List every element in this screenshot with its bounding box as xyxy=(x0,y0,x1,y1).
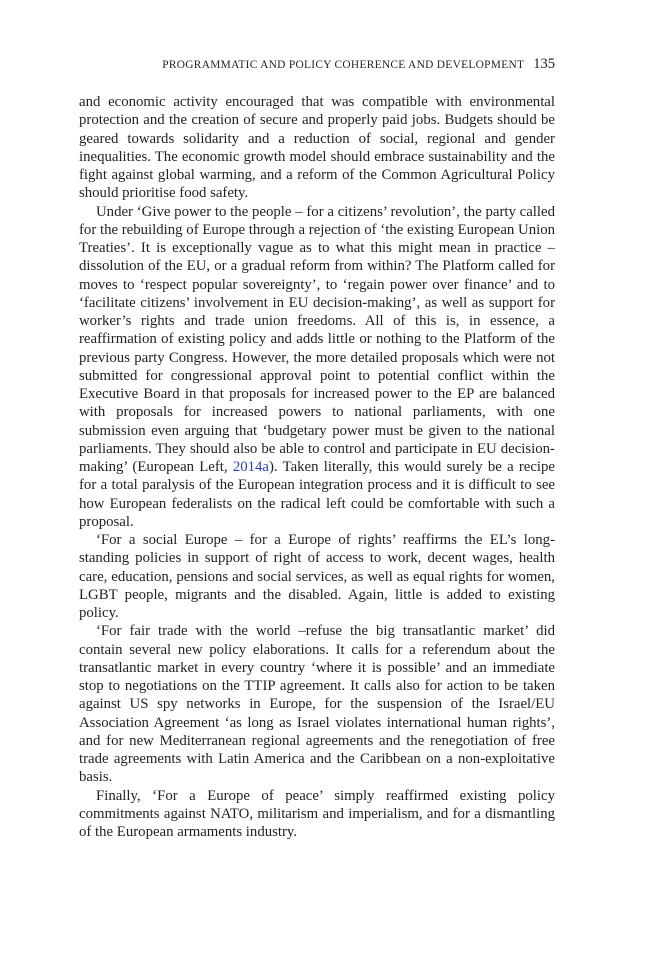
page-number: 135 xyxy=(533,56,555,72)
paragraph-5: Finally, ‘For a Europe of peace’ simply reaffirmed existing policy commitments against NATO, militarism and imperialism, and for a dismantling of the European armaments industry. xyxy=(79,787,555,840)
body-text xyxy=(79,93,555,841)
paragraph-2 xyxy=(79,203,555,532)
paragraph-2-text-b: ). Taken literally, this would surely be a recipe for a total paralysis of the European integration process and it is difficult to see how European federalists on the radical left could be comfortable with such a proposal. xyxy=(79,459,555,530)
running-title: PROGRAMMATIC AND POLICY COHERENCE AND DEVELOPMENT xyxy=(162,59,525,71)
paragraph-4: ‘For fair trade with the world –refuse the big transatlantic market’ did contain several new policy elaborations. It calls for a referendum about the transatlantic market in every country ‘where it is possible’ and an immediate stop to negotiations on the TTIP agreement. It calls also for action to be taken against US spy networks in Europe, for the suspension of the Israel/EU Association Agreement ‘as long as Israel violates international human rights’, and for new Mediterranean regional agreements and the renegotiation of free trade agreements with Latin America and the Caribbean on a non-exploitative basis. xyxy=(79,623,555,786)
paragraph-1: and economic activity encouraged that was compatible with environmental protection and the creation of secure and properly paid jobs. Budgets should be geared towards solidarity and a reduction of social, regional and gender inequalities. The economic growth model should embrace sustainability and the fight against global warming, and a reform of the Common Agricultural Policy should prioritise food safety. xyxy=(79,94,555,202)
citation-link-2014a[interactable]: 2014a xyxy=(232,459,269,475)
running-head xyxy=(79,55,555,75)
paragraph-2-text-a: Under ‘Give power to the people – for a citizens’ revolution’, the party called for the rebuilding of Europe through a rejection of ‘the existing European Union Treaties’. It is exceptionally vague as to what this might mean in practice – dissolution of the EU, or a gradual reform from within? The Platform called for moves to ‘respect popular sovereignty’, to ‘regain power over finance’ and to ‘facilitate citizens’ involvement in EU decision-making’, as well as support for worker’s rights and trade union freedoms. All of this is, in essence, a reaffirmation of existing policy and adds little or nothing to the Platform of the previous party Congress. However, the more detailed proposals which were not submitted for congressional approval point to potential conflict within the Executive Board in that proposals for increased power to the EP are balanced with proposals for increased powers to national parliaments, with one submission even arguing that ‘budgetary power must be given to the national parliaments. They should also be able to control and participate in EU decision-making’ (European Left, xyxy=(79,203,555,475)
paragraph-3: ‘For a social Europe – for a Europe of rights’ reaffirms the EL’s long-standing policies in support of right of access to work, decent wages, health care, education, pensions and social services, as well as equal rights for women, LGBT people, migrants and the disabled. Again, little is added to existing policy. xyxy=(79,532,555,621)
